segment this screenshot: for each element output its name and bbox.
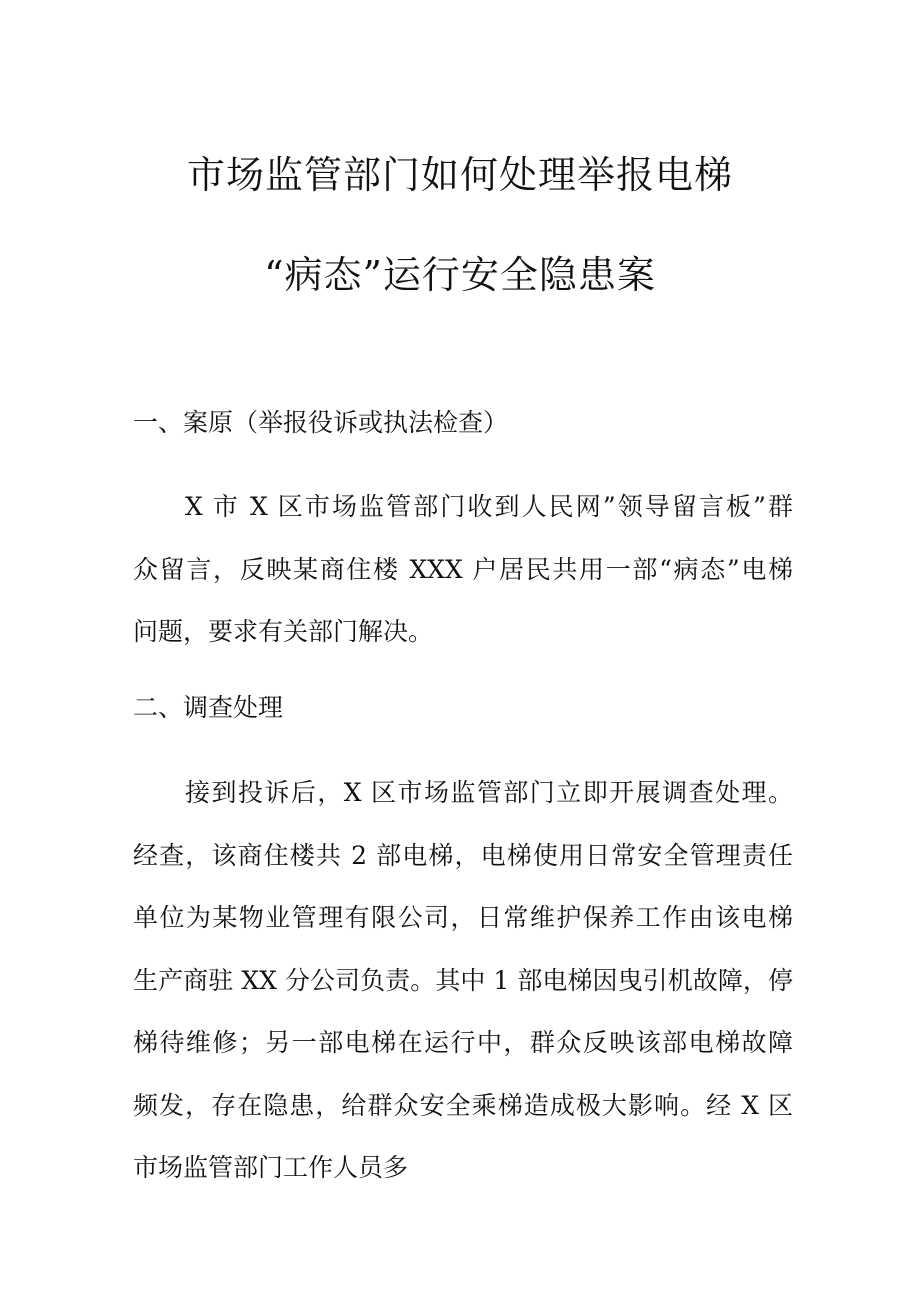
paragraph-line: 市场监管部门工作人员多 xyxy=(133,1153,409,1182)
paragraph-line: X 市 X 区市场监管部门收到人民网”领导留言板”群 xyxy=(185,492,793,521)
section-heading-investigation: 二、调查处理 xyxy=(133,693,284,722)
paragraph-line: 生产商驻 XX 分公司负责。其中 1 部电梯因曳引机故障，停 xyxy=(133,965,793,995)
paragraph-line: 梯待维修；另一部电梯在运行中，群众反映该部电梯故障 xyxy=(133,1028,793,1057)
document-title-line-2: “病态”运行安全隐患案 xyxy=(264,253,656,297)
paragraph-case-origin xyxy=(133,487,793,675)
paragraph-line: 众留言，反映某商住楼 XXX 户居民共用一部“病态”电梯 xyxy=(133,554,793,584)
paragraph-investigation xyxy=(133,773,793,1211)
paragraph-line: 经查，该商住楼共 2 部电梯，电梯使用日常安全管理责任 xyxy=(133,840,793,870)
document-title-line-1: 市场监管部门如何处理举报电梯 xyxy=(186,153,733,197)
paragraph-line: 单位为某物业管理有限公司，日常维护保养工作由该电梯 xyxy=(133,903,793,932)
paragraph-line: 接到投诉后，X 区市场监管部门立即开展调查处理。 xyxy=(185,778,793,807)
paragraph-line: 频发，存在隐患，给群众安全乘梯造成极大影响。经 X 区 xyxy=(133,1090,793,1120)
section-heading-case-origin: 一、案原（举报役诉或执法检查） xyxy=(133,408,509,437)
paragraph-line: 问题，要求有关部门解决。 xyxy=(133,617,434,646)
